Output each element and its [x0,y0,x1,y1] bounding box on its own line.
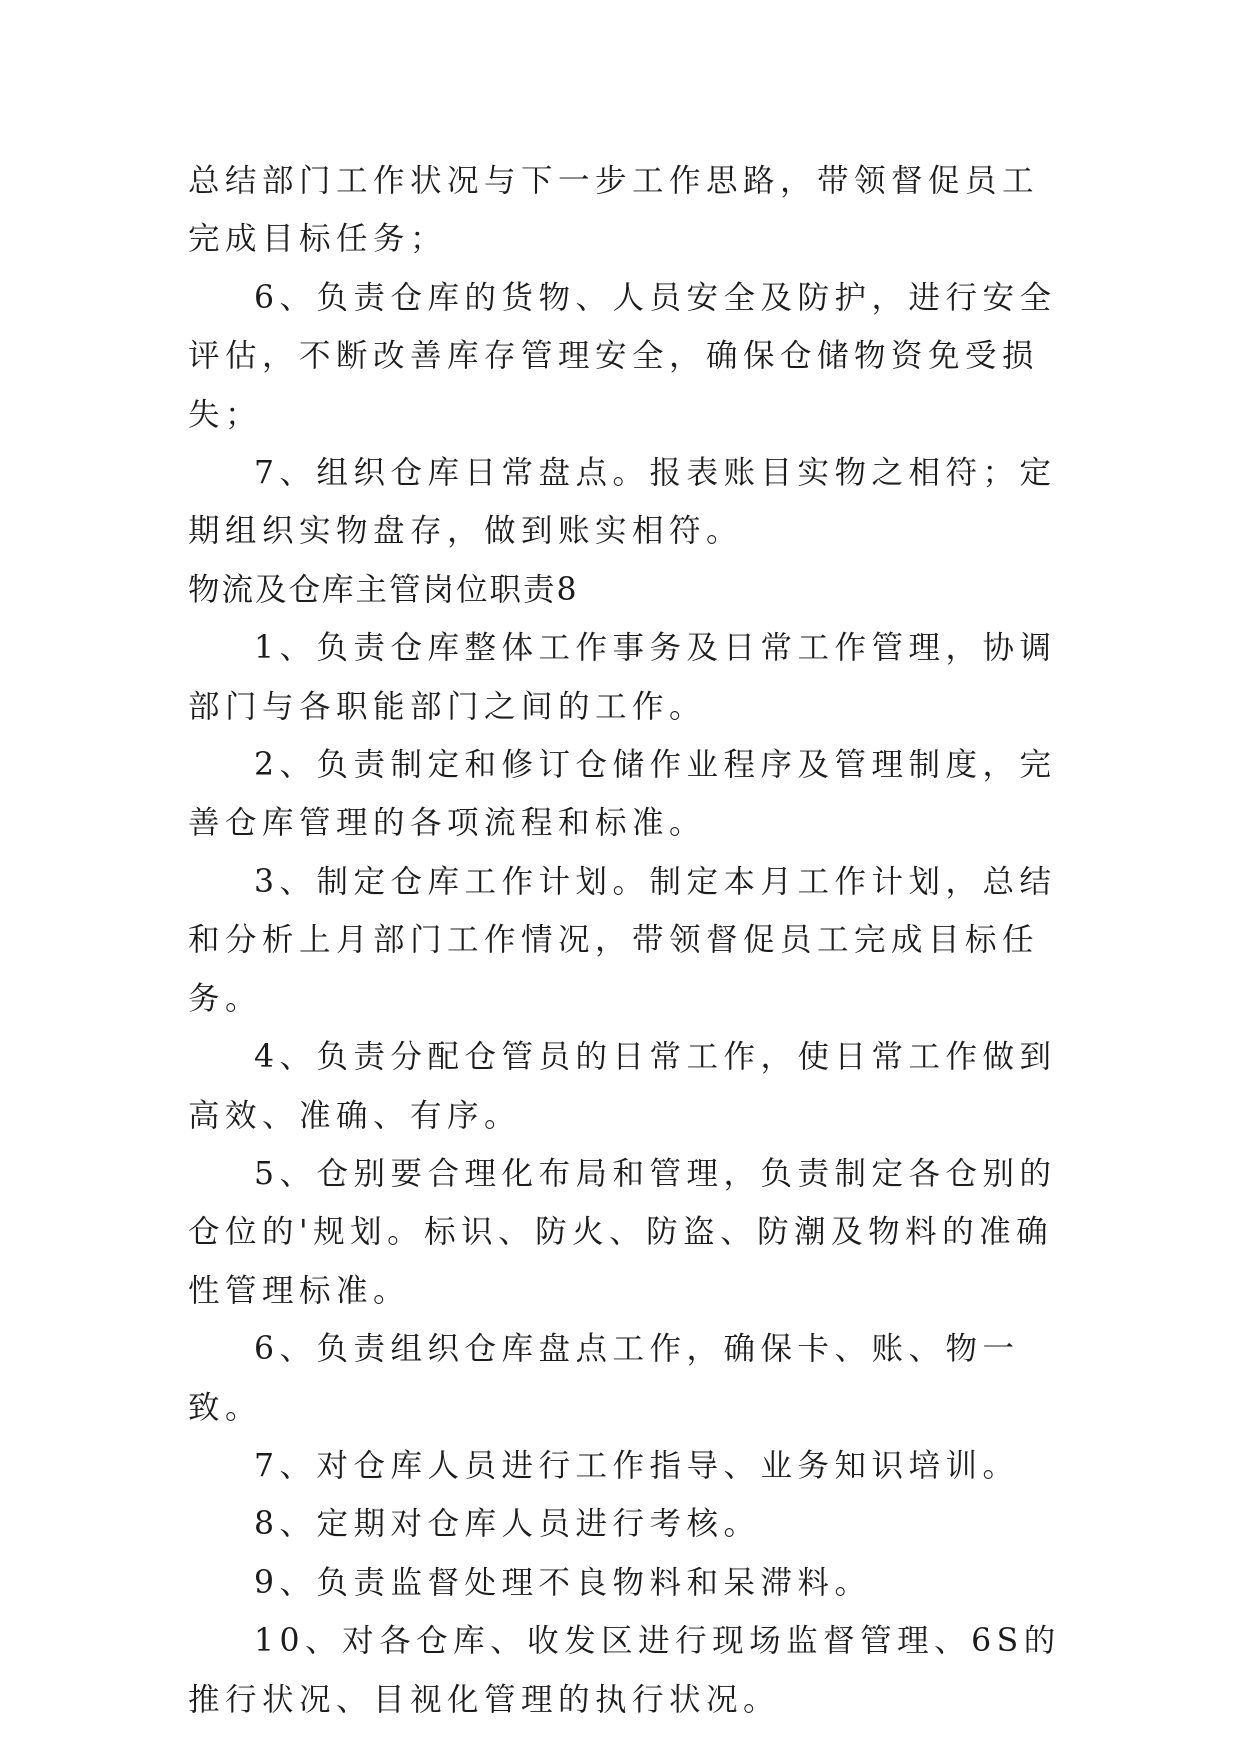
paragraph-continuation: 总结部门工作状况与下一步工作思路，带领督促员工完成目标任务； [188,163,1040,258]
paragraph-duty-5: 5、仓别要合理化布局和管理，负责制定各仓别的仓位的'规划。标识、防火、防盗、防潮及物料的准确性管理标准。 [188,1155,1057,1309]
paragraph-duty-3: 3、制定仓库工作计划。制定本月工作计划，总结和分析上月部门工作情况，带领督促员工完成目标任务。 [188,863,1057,1017]
paragraph-duty-7: 7、对仓库人员进行工作指导、业务知识培训。 [254,1447,1020,1484]
paragraph-duty-10: 10、对各仓库、收发区进行现场监督管理、6S的推行状况、目视化管理的执行状况。 [188,1623,1061,1718]
paragraph-duty-8: 8、定期对仓库人员进行考核。 [254,1506,761,1543]
document-body [188,152,1068,1729]
paragraph-duty-4: 4、负责分配仓管员的日常工作，使日常工作做到高效、准确、有序。 [188,1039,1057,1134]
paragraph-duty-9: 9、负责监督处理不良物料和呆滞料。 [254,1564,872,1601]
paragraph-item-7: 7、组织仓库日常盘点。报表账目实物之相符；定期组织实物盘存，做到账实相符。 [188,455,1057,550]
paragraph-duty-1: 1、负责仓库整体工作事务及日常工作管理，协调部门与各职能部门之间的工作。 [188,630,1057,725]
section-heading: 物流及仓库主管岗位职责8 [188,571,579,608]
paragraph-duty-6: 6、负责组织仓库盘点工作，确保卡、账、物一致。 [188,1331,1020,1426]
paragraph-duty-2: 2、负责制定和修订仓储作业程序及管理制度，完善仓库管理的各项流程和标准。 [188,747,1057,842]
paragraph-item-6: 6、负责仓库的货物、人员安全及防护，进行安全评估，不断改善库存管理安全，确保仓储物资免受损失； [188,279,1057,433]
